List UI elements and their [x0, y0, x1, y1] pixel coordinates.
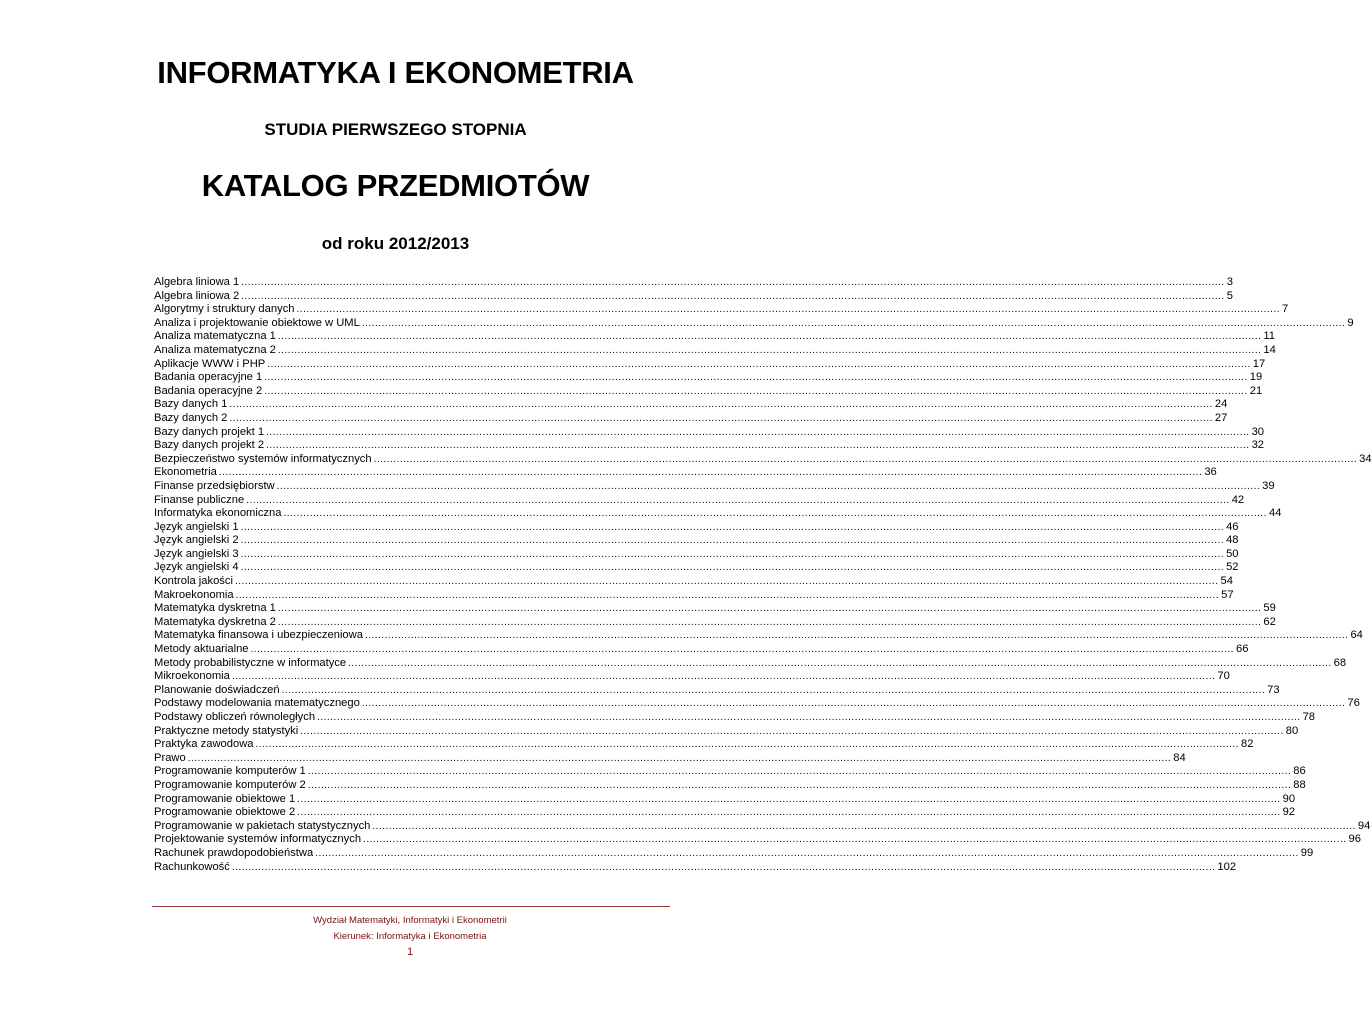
- toc-entry-page: 11: [1263, 330, 1276, 343]
- toc-entry[interactable]: [154, 629, 1363, 643]
- toc-entry-page: 99: [1300, 846, 1314, 859]
- toc-entry-label: Aplikacje WWW i PHP: [154, 357, 266, 370]
- toc-entry-label: Matematyka dyskretna 2: [154, 615, 276, 628]
- toc-dot-leader: ............................................................................................................................................................................................................................................................................................................: [276, 480, 1261, 492]
- toc-entry-page: 78: [1302, 711, 1316, 723]
- toc-entry[interactable]: [154, 697, 1360, 711]
- toc-dot-leader: ............................................................................................................................................................................................................................................................................................................: [241, 290, 1225, 302]
- toc-entry-label: Projektowanie systemów informatycznych: [154, 833, 362, 846]
- toc-entry-page: 57: [1221, 588, 1234, 601]
- toc-dot-leader: ............................................................................................................................................................................................................................................................................................................: [266, 440, 1250, 452]
- toc-entry-page: 68: [1333, 656, 1347, 669]
- toc-dot-leader: ............................................................................................................................................................................................................................................................................................................: [240, 521, 1225, 533]
- toc-dot-leader: ............................................................................................................................................................................................................................................................................................................: [240, 535, 1225, 547]
- toc-dot-leader: ............................................................................................................................................................................................................................................................................................................: [277, 616, 1262, 628]
- toc-entry[interactable]: [154, 643, 1249, 657]
- toc-entry-page: 96: [1348, 833, 1361, 846]
- toc-entry[interactable]: [154, 615, 1276, 630]
- toc-dot-leader: ............................................................................................................................................................................................................................................................................................................: [246, 494, 1230, 506]
- toc-entry[interactable]: [154, 778, 1306, 793]
- toc-dot-leader: ............................................................................................................................................................................................................................................................................................................: [281, 684, 1266, 696]
- toc-dot-leader: ............................................................................................................................................................................................................................................................................................................: [307, 779, 1292, 791]
- toc-entry[interactable]: [154, 833, 1361, 847]
- toc-entry[interactable]: [154, 751, 1186, 766]
- toc-entry-label: Analiza i projektowanie obiektowe w UML: [154, 316, 360, 329]
- toc-entry[interactable]: [154, 711, 1316, 725]
- toc-entry-label: Mikroekonomia: [154, 670, 230, 683]
- toc-entry[interactable]: [154, 724, 1299, 739]
- toc-entry[interactable]: [154, 276, 1233, 290]
- table-of-contents: [154, 276, 1372, 874]
- toc-entry-label: Badania operacyjne 1: [154, 371, 263, 384]
- toc-entry-page: 44: [1268, 507, 1282, 520]
- toc-entry-page: 24: [1214, 398, 1228, 411]
- toc-dot-leader: ............................................................................................................................................................................................................................................................................................................: [361, 317, 1346, 329]
- toc-entry-page: 30: [1251, 425, 1265, 438]
- toc-entry[interactable]: [154, 846, 1314, 861]
- toc-entry-page: 3: [1226, 276, 1233, 288]
- toc-entry[interactable]: [154, 343, 1276, 358]
- toc-dot-leader: ............................................................................................................................................................................................................................................................................................................: [234, 576, 1219, 588]
- toc-dot-leader: ............................................................................................................................................................................................................................................................................................................: [307, 766, 1292, 778]
- toc-entry-page: 39: [1262, 479, 1275, 492]
- catalog-heading: KATALOG PRZEDMIOTÓW: [201, 168, 590, 203]
- toc-entry-label: Język angielski 4: [154, 561, 239, 574]
- toc-entry[interactable]: [154, 738, 1254, 752]
- toc-entry-label: Praktyczne metody statystyki: [154, 724, 299, 737]
- toc-entry-label: Bazy danych 2: [154, 411, 228, 424]
- toc-entry[interactable]: [154, 371, 1263, 385]
- toc-entry-page: 80: [1285, 724, 1299, 737]
- footer-divider: [152, 906, 670, 907]
- toc-entry-page: 66: [1236, 643, 1249, 656]
- toc-entry-label: Planowanie doświadczeń: [154, 683, 280, 696]
- toc-entry[interactable]: [154, 860, 1237, 875]
- toc-entry[interactable]: [154, 547, 1239, 562]
- toc-entry-label: Bazy danych projekt 1: [154, 425, 265, 438]
- toc-dot-leader: ............................................................................................................................................................................................................................................................................................................: [218, 467, 1203, 479]
- toc-entry[interactable]: [154, 425, 1265, 440]
- toc-dot-leader: ............................................................................................................................................................................................................................................................................................................: [315, 847, 1299, 859]
- toc-dot-leader: ............................................................................................................................................................................................................................................................................................................: [264, 385, 1248, 397]
- toc-dot-leader: ............................................................................................................................................................................................................................................................................................................: [187, 752, 1172, 764]
- toc-dot-leader: ............................................................................................................................................................................................................................................................................................................: [373, 453, 1358, 465]
- toc-dot-leader: ............................................................................................................................................................................................................................................................................................................: [231, 671, 1216, 683]
- toc-entry-page: 48: [1226, 534, 1239, 547]
- toc-entry-label: Programowanie obiektowe 2: [154, 806, 296, 819]
- academic-year: od roku 2012/2013: [321, 234, 470, 253]
- toc-entry-page: 84: [1173, 751, 1186, 764]
- toc-dot-leader: ............................................................................................................................................................................................................................................................................................................: [297, 807, 1281, 819]
- toc-dot-leader: ............................................................................................................................................................................................................................................................................................................: [231, 861, 1216, 873]
- toc-entry-label: Informatyka ekonomiczna: [154, 507, 282, 520]
- toc-entry-label: Metody aktuarialne: [154, 643, 249, 656]
- toc-entry-label: Ekonometria: [154, 466, 217, 479]
- toc-entry[interactable]: [154, 289, 1233, 304]
- toc-entry[interactable]: [154, 384, 1263, 399]
- toc-entry-label: Programowanie komputerów 2: [154, 778, 306, 791]
- toc-entry-page: 42: [1231, 493, 1245, 506]
- toc-entry-label: Język angielski 2: [154, 534, 239, 547]
- toc-dot-leader: ............................................................................................................................................................................................................................................................................................................: [250, 644, 1235, 656]
- toc-entry-page: 62: [1263, 615, 1276, 628]
- toc-entry-label: Bezpieczeństwo systemów informatycznych: [154, 452, 372, 465]
- toc-entry[interactable]: [154, 507, 1282, 521]
- toc-dot-leader: ............................................................................................................................................................................................................................................................................................................: [255, 739, 1239, 751]
- toc-entry-page: 14: [1263, 343, 1276, 356]
- toc-entry-label: Język angielski 3: [154, 547, 239, 560]
- toc-entry-label: Algebra liniowa 1: [154, 276, 240, 288]
- toc-entry-page: 52: [1226, 561, 1239, 574]
- toc-entry-label: Makroekonomia: [154, 588, 234, 601]
- toc-entry-page: 27: [1214, 411, 1228, 424]
- toc-entry[interactable]: [154, 792, 1296, 807]
- toc-entry-label: Finanse przedsiębiorstw: [154, 479, 275, 492]
- toc-entry-label: Algebra liniowa 2: [154, 289, 240, 302]
- toc-dot-leader: ............................................................................................................................................................................................................................................................................................................: [267, 358, 1251, 370]
- toc-entry-label: Badania operacyjne 2: [154, 384, 263, 397]
- toc-entry-label: Matematyka dyskretna 1: [154, 602, 276, 615]
- toc-entry[interactable]: [154, 602, 1276, 616]
- toc-entry-label: Matematyka finansowa i ubezpieczeniowa: [154, 629, 363, 642]
- toc-entry-label: Analiza matematyczna 1: [154, 330, 276, 343]
- toc-dot-leader: ............................................................................................................................................................................................................................................................................................................: [229, 412, 1213, 424]
- toc-entry[interactable]: [154, 575, 1233, 589]
- toc-dot-leader: ............................................................................................................................................................................................................................................................................................................: [297, 793, 1281, 805]
- document-title: INFORMATYKA I EKONOMETRIA: [157, 55, 634, 90]
- toc-entry-page: 36: [1204, 466, 1217, 479]
- toc-entry[interactable]: [154, 588, 1234, 603]
- toc-entry-label: Analiza matematyczna 2: [154, 343, 276, 356]
- toc-entry[interactable]: [154, 303, 1289, 317]
- toc-entry-page: 54: [1220, 575, 1233, 588]
- toc-entry-page: 59: [1263, 602, 1276, 615]
- toc-entry-label: Język angielski 1: [154, 520, 239, 533]
- toc-entry-page: 70: [1217, 670, 1230, 683]
- toc-entry-label: Rachunkowość: [154, 860, 230, 873]
- toc-entry[interactable]: [154, 479, 1275, 494]
- toc-entry-page: 7: [1282, 303, 1289, 316]
- toc-entry-label: Kontrola jakości: [154, 575, 233, 588]
- toc-entry-label: Algorytmy i struktury danych: [154, 303, 295, 316]
- toc-entry[interactable]: [154, 561, 1239, 575]
- toc-entry-page: 32: [1251, 439, 1265, 452]
- toc-entry-label: Finanse publiczne: [154, 493, 245, 506]
- toc-entry[interactable]: [154, 330, 1276, 344]
- toc-dot-leader: ............................................................................................................................................................................................................................................................................................................: [266, 426, 1250, 438]
- toc-dot-leader: ............................................................................................................................................................................................................................................................................................................: [277, 344, 1262, 356]
- toc-entry-label: Metody probabilistyczne w informatyce: [154, 656, 347, 669]
- toc-entry[interactable]: [154, 656, 1347, 671]
- toc-entry[interactable]: [154, 819, 1371, 834]
- toc-entry[interactable]: [154, 520, 1239, 535]
- toc-entry-label: Podstawy obliczeń równoległych: [154, 711, 316, 723]
- toc-dot-leader: ............................................................................................................................................................................................................................................................................................................: [363, 834, 1347, 846]
- toc-dot-leader: ............................................................................................................................................................................................................................................................................................................: [264, 372, 1248, 384]
- toc-entry[interactable]: [154, 765, 1306, 779]
- toc-dot-leader: ............................................................................................................................................................................................................................................................................................................: [300, 725, 1284, 737]
- toc-entry[interactable]: [154, 357, 1266, 372]
- toc-entry-page: 102: [1217, 860, 1237, 873]
- toc-entry[interactable]: [154, 493, 1245, 508]
- toc-entry[interactable]: [154, 452, 1372, 467]
- toc-entry-label: Programowanie obiektowe 1: [154, 792, 296, 805]
- toc-dot-leader: ............................................................................................................................................................................................................................................................................................................: [361, 698, 1346, 710]
- page-number: 1: [406, 946, 414, 958]
- toc-entry-page: 92: [1282, 806, 1296, 819]
- footer-program: Kierunek: Informatyka i Ekonometria: [333, 931, 487, 942]
- toc-dot-leader: ............................................................................................................................................................................................................................................................................................................: [240, 548, 1225, 560]
- footer-faculty: Wydział Matematyki, Informatyki i Ekonometrii: [313, 915, 507, 926]
- toc-dot-leader: ............................................................................................................................................................................................................................................................................................................: [317, 712, 1301, 723]
- toc-entry[interactable]: [154, 316, 1354, 331]
- toc-dot-leader: ............................................................................................................................................................................................................................................................................................................: [348, 657, 1332, 669]
- toc-entry-label: Rachunek prawdopodobieństwa: [154, 846, 314, 859]
- toc-entry-page: 64: [1350, 629, 1363, 642]
- toc-entry[interactable]: [154, 466, 1217, 480]
- toc-entry-label: Programowanie w pakietach statystycznych: [154, 819, 371, 832]
- toc-entry-label: Programowanie komputerów 1: [154, 765, 306, 778]
- toc-entry-label: Prawo: [154, 751, 186, 764]
- toc-entry-page: 5: [1226, 289, 1233, 302]
- toc-entry-page: 21: [1249, 384, 1263, 397]
- toc-entry-page: 46: [1226, 520, 1239, 533]
- toc-dot-leader: ............................................................................................................................................................................................................................................................................................................: [240, 562, 1225, 574]
- toc-dot-leader: ............................................................................................................................................................................................................................................................................................................: [277, 603, 1262, 615]
- toc-dot-leader: ............................................................................................................................................................................................................................................................................................................: [296, 304, 1281, 316]
- toc-dot-leader: ............................................................................................................................................................................................................................................................................................................: [277, 331, 1262, 343]
- toc-dot-leader: ............................................................................................................................................................................................................................................................................................................: [229, 399, 1213, 411]
- toc-entry-label: Praktyka zawodowa: [154, 738, 254, 751]
- toc-entry[interactable]: [154, 683, 1280, 698]
- toc-entry-page: 86: [1293, 765, 1306, 778]
- toc-dot-leader: ............................................................................................................................................................................................................................................................................................................: [241, 277, 1225, 288]
- toc-entry-page: 94: [1357, 819, 1371, 832]
- toc-entry-page: 73: [1267, 683, 1280, 696]
- toc-entry-page: 34: [1359, 452, 1372, 465]
- toc-entry[interactable]: [154, 398, 1228, 412]
- toc-entry[interactable]: [154, 439, 1265, 453]
- toc-entry-page: 82: [1241, 738, 1254, 751]
- toc-dot-leader: ............................................................................................................................................................................................................................................................................................................: [364, 630, 1349, 642]
- toc-entry-page: 50: [1226, 547, 1239, 560]
- toc-entry[interactable]: [154, 534, 1239, 548]
- toc-entry-page: 17: [1252, 357, 1266, 370]
- toc-entry-page: 9: [1347, 316, 1354, 329]
- toc-entry[interactable]: [154, 806, 1296, 820]
- toc-entry-label: Bazy danych projekt 2: [154, 439, 265, 452]
- toc-entry-page: 90: [1282, 792, 1296, 805]
- toc-entry-page: 88: [1293, 778, 1306, 791]
- document-subtitle: STUDIA PIERWSZEGO STOPNIA: [264, 120, 527, 139]
- toc-entry-page: 19: [1249, 371, 1263, 384]
- toc-entry-label: Podstawy modelowania matematycznego: [154, 697, 360, 710]
- toc-entry-label: Bazy danych 1: [154, 398, 228, 411]
- toc-entry-page: 76: [1347, 697, 1360, 710]
- toc-dot-leader: ............................................................................................................................................................................................................................................................................................................: [235, 589, 1220, 601]
- toc-dot-leader: ............................................................................................................................................................................................................................................................................................................: [283, 508, 1267, 520]
- toc-entry[interactable]: [154, 670, 1230, 684]
- toc-entry[interactable]: [154, 411, 1228, 426]
- toc-dot-leader: ............................................................................................................................................................................................................................................................................................................: [372, 820, 1356, 832]
